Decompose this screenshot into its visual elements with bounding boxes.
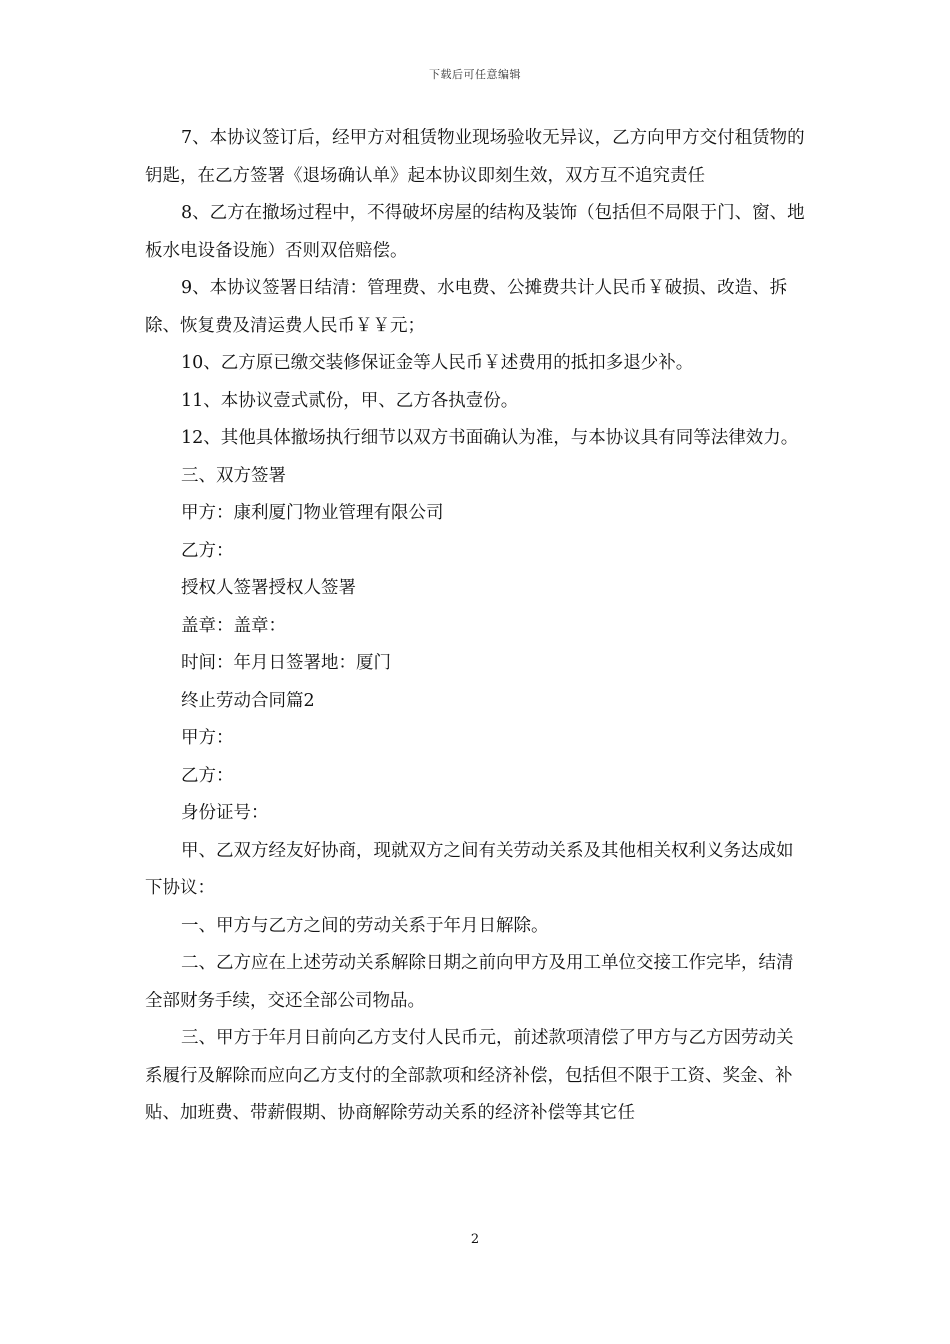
paragraph: 二、乙方应在上述劳动关系解除日期之前向甲方及用工单位交接工作完毕，结清全部财务手续，交还全部公司物品。: [145, 953, 794, 1011]
signature-line: 甲方：康利厦门物业管理有限公司: [181, 503, 444, 523]
paragraph: 一、甲方与乙方之间的劳动关系于年月日解除。: [181, 915, 549, 936]
section-heading: 三、双方签署: [181, 465, 286, 486]
party-line: 甲方：: [181, 728, 234, 748]
paragraph: 11、本协议壹式贰份，甲、乙方各执壹份。: [181, 390, 519, 411]
party-line: 身份证号：: [181, 803, 269, 823]
signature-line: 时间：年月日签署地：厦门: [181, 653, 391, 673]
paragraph: 9、本协议签署日结清：管理费、水电费、公摊费共计人民币￥破损、改造、拆除、恢复费及清运费人民币￥￥元；: [145, 278, 788, 336]
document-title: 终止劳动合同篇2: [181, 690, 315, 711]
signature-line: 授权人签署授权人签署: [181, 578, 356, 598]
paragraph: 8、乙方在撤场过程中，不得破坏房屋的结构及装饰（包括但不局限于门、窗、地板水电设备设施）否则双倍赔偿。: [145, 203, 805, 261]
paragraph: 12、其他具体撤场执行细节以双方书面确认为准，与本协议具有同等法律效力。: [181, 428, 799, 448]
signature-line: 盖章：盖章：: [181, 615, 286, 636]
signature-line: 乙方：: [181, 540, 234, 561]
party-line: 乙方：: [181, 765, 234, 786]
paragraph: 7、本协议签订后，经甲方对租赁物业现场验收无异议，乙方向甲方交付租赁物的钥匙，在乙方签署《退场确认单》起本协议即刻生效，双方互不追究责任: [145, 128, 805, 186]
paragraph: 10、乙方原已缴交装修保证金等人民币￥述费用的抵扣多退少补。: [181, 353, 694, 373]
page-number: 2: [470, 1232, 480, 1247]
paragraph: 甲、乙双方经友好协商，现就双方之间有关劳动关系及其他相关权利义务达成如下协议：: [145, 840, 794, 898]
page-header: 下载后可任意编辑: [429, 68, 521, 81]
document-body: [145, 120, 810, 1133]
paragraph: 三、甲方于年月日前向乙方支付人民币元，前述款项清偿了甲方与乙方因劳动关系履行及解除而应向乙方支付的全部款项和经济补偿，包括但不限于工资、奖金、补贴、加班费、带薪假期、协商解除劳动关系的经济补偿等其它任: [145, 1028, 794, 1123]
